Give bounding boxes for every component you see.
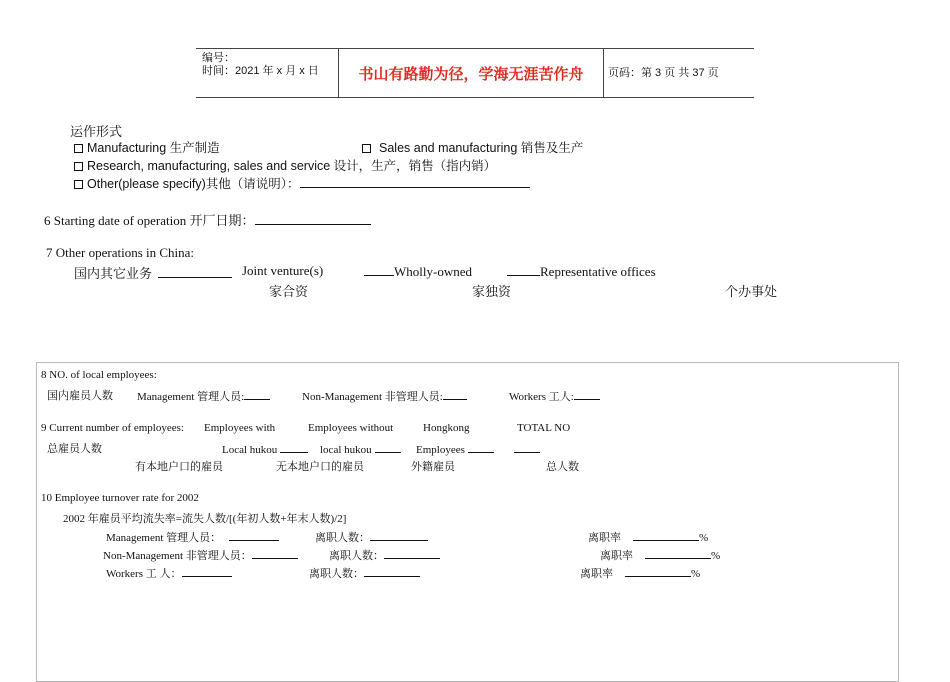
checkbox-icon[interactable] — [74, 180, 83, 189]
q8-non-management: Non-Management 非管理人员: — [302, 387, 467, 404]
workers-left-field[interactable] — [182, 564, 232, 577]
non-management-count-field[interactable] — [443, 387, 467, 400]
q8-management: Management 管理人员: — [137, 387, 270, 404]
q7-wholly-cn: 家独资 — [472, 284, 512, 299]
non-management-left-field[interactable] — [252, 546, 298, 559]
q10-row-non-management: Non-Management 非管理人员： — [103, 546, 298, 563]
workers-departed-field[interactable] — [364, 564, 420, 577]
q10-non-management-rate: 离职率 % — [600, 546, 720, 563]
q9-without-a: Employees without — [308, 422, 394, 434]
q7-joint-venture: Joint venture(s) — [242, 263, 324, 278]
with-hukou-field[interactable] — [280, 440, 308, 453]
starting-date-field[interactable] — [255, 212, 371, 225]
q9-hk-b: Employees — [416, 440, 494, 456]
q10-row-workers: Workers 工 人： — [106, 564, 232, 581]
q9-label: 9 Current number of employees: — [41, 422, 184, 434]
option-other[interactable]: Other(please specify)其他（请说明）： — [74, 174, 530, 192]
q6-starting-date: 6 Starting date of operation 开厂日期： — [44, 210, 371, 229]
q7-representative: Representative offices — [507, 263, 656, 280]
q10-management-rate: 离职率 % — [588, 528, 708, 545]
document-number-label: 编号： — [202, 52, 235, 64]
header-page-cell — [602, 49, 754, 97]
q9-cn: 总雇员人数 — [47, 443, 102, 455]
management-left-field[interactable] — [229, 528, 279, 541]
document-header — [196, 48, 754, 98]
q10-management-departed: 离职人数： — [315, 528, 428, 545]
q10-non-management-departed: 离职人数： — [329, 546, 440, 563]
q7-wholly-owned: Wholly-owned — [364, 263, 472, 280]
header-motto: 书山有路勤为径，学海无涯苦作舟 — [358, 65, 584, 83]
management-departed-field[interactable] — [370, 528, 428, 541]
page-number: 页码：第 3 页 共 37 页 — [608, 66, 719, 79]
workers-rate-field[interactable] — [625, 564, 691, 577]
header-meta-cell — [196, 49, 338, 97]
other-business-field[interactable] — [158, 265, 232, 278]
q8-label: 8 NO. of local employees: — [41, 369, 157, 381]
other-specify-field[interactable] — [300, 175, 530, 188]
q9-without-cn: 无本地户口的雇员 — [276, 461, 364, 473]
q9-hk-a: Hongkong — [423, 422, 470, 434]
q9-with-b: Local hukou — [222, 440, 308, 456]
q10-workers-rate: 离职率 % — [580, 564, 700, 581]
checkbox-icon[interactable] — [74, 162, 83, 171]
option-manufacturing[interactable]: Manufacturing 生产制造 — [74, 138, 220, 156]
q10-row-management: Management 管理人员： — [106, 528, 279, 545]
q9-with-a: Employees with — [204, 422, 276, 434]
document-date: 时间：2021 年 x 月 x 日 — [202, 65, 319, 77]
option-research-manufacturing[interactable]: Research, manufacturing, sales and service 设计，生产，销售（指内销） — [74, 156, 496, 174]
representative-field[interactable] — [507, 263, 540, 276]
q9-with-cn: 有本地户口的雇员 — [135, 461, 223, 473]
q9-total-field — [514, 440, 540, 456]
q10-label: 10 Employee turnover rate for 2002 — [41, 492, 199, 504]
without-hukou-field[interactable] — [375, 440, 401, 453]
management-rate-field[interactable] — [633, 528, 699, 541]
hk-employees-field[interactable] — [468, 440, 494, 453]
wholly-owned-field[interactable] — [364, 263, 394, 276]
q9-foreign-cn: 外籍雇员 — [411, 461, 455, 473]
q9-total: TOTAL NO — [517, 422, 571, 434]
total-count-field[interactable] — [514, 440, 540, 453]
workers-count-field[interactable] — [574, 387, 600, 400]
q7-joint-cn: 家合资 — [269, 284, 309, 299]
q7-label: 7 Other operations in China: — [46, 245, 195, 260]
q9-without-b: local hukou — [320, 440, 401, 456]
management-count-field[interactable] — [244, 387, 270, 400]
q7-rep-cn: 个办事处 — [725, 284, 778, 299]
checkbox-icon[interactable] — [74, 144, 83, 153]
non-management-rate-field[interactable] — [645, 546, 711, 559]
header-motto-cell — [338, 49, 604, 97]
non-management-departed-field[interactable] — [384, 546, 440, 559]
option-sales-manufacturing[interactable]: Sales and manufacturing 销售及生产 — [362, 138, 583, 156]
operation-form-title: 运作形式 — [70, 124, 123, 139]
q8-workers: Workers 工人: — [509, 387, 600, 404]
q10-formula: 2002 年雇员平均流失率=流失人数/[(年初人数+年末人数)/2] — [63, 513, 347, 525]
q7-cn-prefix: 国内其它业务 — [74, 263, 232, 282]
q9-total-cn: 总人数 — [546, 461, 579, 473]
checkbox-icon[interactable] — [362, 144, 371, 153]
q8-cn: 国内雇员人数 — [47, 390, 113, 402]
q10-workers-departed: 离职人数： — [309, 564, 420, 581]
